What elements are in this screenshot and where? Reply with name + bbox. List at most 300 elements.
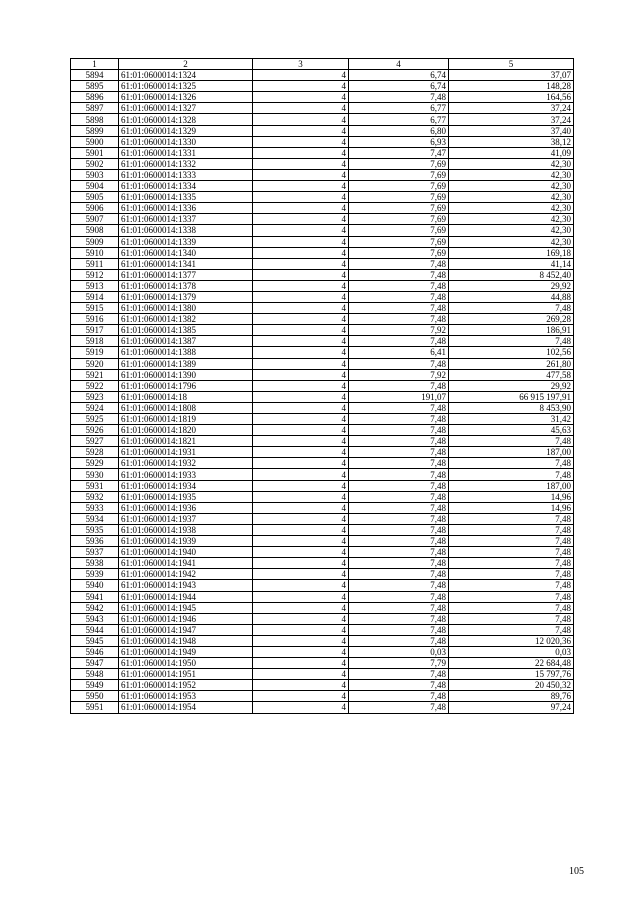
column-5-cell: 66 915 197,91 [449,391,574,402]
cadastral-number-cell: 61:01:0600014:1937 [119,513,253,524]
table-row [71,158,574,169]
row-number-cell: 5900 [71,136,119,147]
cadastral-number-cell: 61:01:0600014:1945 [119,602,253,613]
column-4-cell: 7,48 [349,524,449,535]
row-number-cell: 5931 [71,480,119,491]
cadastral-number-cell: 61:01:0600014:1339 [119,236,253,247]
column-5-cell: 20 450,32 [449,680,574,691]
cadastral-number-cell: 61:01:0600014:1943 [119,580,253,591]
column-3-cell: 4 [253,591,349,602]
column-4-cell: 7,48 [349,458,449,469]
column-3-cell: 4 [253,380,349,391]
column-3-cell: 4 [253,480,349,491]
cadastral-number-cell: 61:01:0600014:1808 [119,402,253,413]
table-row [71,702,574,713]
table-row [71,314,574,325]
column-4-cell: 7,48 [349,547,449,558]
table-row [71,624,574,635]
table-row [71,425,574,436]
cadastral-number-cell: 61:01:0600014:1341 [119,258,253,269]
column-3-cell: 4 [253,103,349,114]
column-3-cell: 4 [253,280,349,291]
table-row [71,491,574,502]
column-4-cell: 7,48 [349,92,449,103]
column-3-cell: 4 [253,147,349,158]
column-4-cell: 7,48 [349,591,449,602]
column-3-cell: 4 [253,303,349,314]
column-3-cell: 4 [253,347,349,358]
column-5-cell: 42,30 [449,236,574,247]
table-row [71,680,574,691]
table-row [71,524,574,535]
column-5-cell: 22 684,48 [449,658,574,669]
table-row [71,70,574,81]
column-4-cell: 7,48 [349,569,449,580]
cadastral-number-cell: 61:01:0600014:1331 [119,147,253,158]
table-row [71,513,574,524]
cadastral-number-cell: 61:01:0600014:1938 [119,524,253,535]
column-4-cell: 7,48 [349,425,449,436]
row-number-cell: 5909 [71,236,119,247]
column-4-cell: 7,48 [349,602,449,613]
table-row [71,502,574,513]
column-3-cell: 4 [253,125,349,136]
column-4-cell: 191,07 [349,391,449,402]
column-4-cell: 7,48 [349,414,449,425]
row-number-cell: 5949 [71,680,119,691]
cadastral-number-cell: 61:01:0600014:1337 [119,214,253,225]
column-3-cell: 4 [253,658,349,669]
column-5-cell: 7,48 [449,602,574,613]
column-3-cell: 4 [253,181,349,192]
table-row [71,358,574,369]
row-number-cell: 5929 [71,458,119,469]
column-5-cell: 42,30 [449,181,574,192]
column-5-cell: 42,30 [449,169,574,180]
column-4-cell: 7,48 [349,680,449,691]
column-3-cell: 4 [253,513,349,524]
table-row [71,114,574,125]
column-5-cell: 148,28 [449,81,574,92]
row-number-cell: 5942 [71,602,119,613]
table-row [71,569,574,580]
column-3-cell: 4 [253,158,349,169]
column-3-cell: 4 [253,680,349,691]
column-3-cell: 4 [253,547,349,558]
row-number-cell: 5948 [71,669,119,680]
cadastral-number-cell: 61:01:0600014:1952 [119,680,253,691]
row-number-cell: 5939 [71,569,119,580]
cadastral-number-cell: 61:01:0600014:1387 [119,336,253,347]
column-5-cell: 29,92 [449,280,574,291]
column-5-cell: 42,30 [449,225,574,236]
column-3-cell: 4 [253,192,349,203]
cadastral-number-cell: 61:01:0600014:1932 [119,458,253,469]
column-4-cell: 7,48 [349,624,449,635]
cadastral-number-cell: 61:01:0600014:1949 [119,646,253,657]
row-number-cell: 5937 [71,547,119,558]
cadastral-number-cell: 61:01:0600014:1946 [119,613,253,624]
table-row [71,691,574,702]
table-row [71,236,574,247]
column-3-cell: 4 [253,136,349,147]
column-5-cell: 8 453,90 [449,402,574,413]
column-5-cell: 7,48 [449,591,574,602]
row-number-cell: 5906 [71,203,119,214]
column-4-cell: 7,48 [349,669,449,680]
row-number-cell: 5897 [71,103,119,114]
page-number: 105 [569,866,584,877]
column-4-cell: 7,48 [349,358,449,369]
column-5-cell: 7,48 [449,513,574,524]
column-5-cell: 44,88 [449,291,574,302]
row-number-cell: 5908 [71,225,119,236]
column-5-cell: 187,00 [449,480,574,491]
row-number-cell: 5932 [71,491,119,502]
column-3-cell: 4 [253,325,349,336]
column-3-cell: 4 [253,291,349,302]
cadastral-number-cell: 61:01:0600014:1382 [119,314,253,325]
column-4-cell: 7,48 [349,447,449,458]
column-3-cell: 4 [253,458,349,469]
column-3-cell: 4 [253,314,349,325]
column-5-cell: 42,30 [449,192,574,203]
column-4-cell: 7,48 [349,613,449,624]
table-row [71,136,574,147]
table-row [71,613,574,624]
row-number-cell: 5930 [71,469,119,480]
column-3-cell: 4 [253,169,349,180]
table-row [71,225,574,236]
column-3-cell: 4 [253,502,349,513]
table-row [71,169,574,180]
column-3-cell: 4 [253,414,349,425]
header-row [71,59,574,70]
column-header-5: 5 [449,59,574,70]
table-row [71,181,574,192]
row-number-cell: 5922 [71,380,119,391]
column-5-cell: 37,07 [449,70,574,81]
column-4-cell: 7,48 [349,269,449,280]
column-3-cell: 4 [253,358,349,369]
row-number-cell: 5896 [71,92,119,103]
row-number-cell: 5894 [71,70,119,81]
column-header-1: 1 [71,59,119,70]
cadastral-number-cell: 61:01:0600014:1385 [119,325,253,336]
column-3-cell: 4 [253,81,349,92]
column-4-cell: 7,48 [349,303,449,314]
cadastral-number-cell: 61:01:0600014:1336 [119,203,253,214]
column-5-cell: 37,24 [449,103,574,114]
column-3-cell: 4 [253,491,349,502]
cadastral-number-cell: 61:01:0600014:1941 [119,558,253,569]
column-5-cell: 7,48 [449,613,574,624]
table-row [71,369,574,380]
column-5-cell: 7,48 [449,558,574,569]
row-number-cell: 5910 [71,247,119,258]
table-row [71,147,574,158]
table-row [71,635,574,646]
column-4-cell: 6,74 [349,70,449,81]
column-3-cell: 4 [253,635,349,646]
column-3-cell: 4 [253,602,349,613]
cadastral-number-cell: 61:01:0600014:1340 [119,247,253,258]
column-3-cell: 4 [253,646,349,657]
row-number-cell: 5925 [71,414,119,425]
column-4-cell: 7,48 [349,536,449,547]
cadastral-number-cell: 61:01:0600014:1931 [119,447,253,458]
column-3-cell: 4 [253,702,349,713]
table-row [71,480,574,491]
column-4-cell: 7,48 [349,502,449,513]
column-5-cell: 7,48 [449,580,574,591]
column-5-cell: 7,48 [449,303,574,314]
column-4-cell: 7,48 [349,469,449,480]
column-5-cell: 7,48 [449,436,574,447]
column-4-cell: 6,77 [349,114,449,125]
table-row [71,414,574,425]
column-4-cell: 7,48 [349,280,449,291]
column-3-cell: 4 [253,524,349,535]
row-number-cell: 5905 [71,192,119,203]
cadastral-number-cell: 61:01:0600014:1326 [119,92,253,103]
row-number-cell: 5940 [71,580,119,591]
table-row [71,602,574,613]
column-5-cell: 12 020,36 [449,635,574,646]
table-row [71,280,574,291]
column-5-cell: 89,76 [449,691,574,702]
cadastral-number-cell: 61:01:0600014:1388 [119,347,253,358]
column-5-cell: 14,96 [449,502,574,513]
column-5-cell: 45,63 [449,425,574,436]
column-3-cell: 4 [253,580,349,591]
cadastral-number-cell: 61:01:0600014:1330 [119,136,253,147]
column-3-cell: 4 [253,436,349,447]
column-4-cell: 7,79 [349,658,449,669]
cadastral-number-cell: 61:01:0600014:1942 [119,569,253,580]
cadastral-number-cell: 61:01:0600014:1819 [119,414,253,425]
column-3-cell: 4 [253,613,349,624]
cadastral-number-cell: 61:01:0600014:1378 [119,280,253,291]
column-5-cell: 7,48 [449,458,574,469]
cadastral-number-cell: 61:01:0600014:1329 [119,125,253,136]
column-4-cell: 0,03 [349,646,449,657]
column-5-cell: 41,09 [449,147,574,158]
table-row [71,458,574,469]
column-4-cell: 6,41 [349,347,449,358]
column-4-cell: 7,48 [349,702,449,713]
column-3-cell: 4 [253,269,349,280]
column-5-cell: 187,00 [449,447,574,458]
column-3-cell: 4 [253,425,349,436]
column-4-cell: 7,69 [349,181,449,192]
table-row [71,203,574,214]
cadastral-number-cell: 61:01:0600014:1821 [119,436,253,447]
column-3-cell: 4 [253,236,349,247]
column-4-cell: 7,48 [349,480,449,491]
table-row [71,92,574,103]
row-number-cell: 5915 [71,303,119,314]
column-3-cell: 4 [253,402,349,413]
column-5-cell: 269,28 [449,314,574,325]
cadastral-number-cell: 61:01:0600014:1936 [119,502,253,513]
row-number-cell: 5918 [71,336,119,347]
row-number-cell: 5945 [71,635,119,646]
column-4-cell: 7,48 [349,258,449,269]
column-5-cell: 15 797,76 [449,669,574,680]
row-number-cell: 5902 [71,158,119,169]
column-5-cell: 7,48 [449,524,574,535]
table-row [71,436,574,447]
column-5-cell: 41,14 [449,258,574,269]
row-number-cell: 5935 [71,524,119,535]
row-number-cell: 5943 [71,613,119,624]
table-row [71,103,574,114]
column-5-cell: 261,80 [449,358,574,369]
row-number-cell: 5911 [71,258,119,269]
column-5-cell: 7,48 [449,536,574,547]
row-number-cell: 5921 [71,369,119,380]
table-row [71,402,574,413]
cadastral-number-cell: 61:01:0600014:1933 [119,469,253,480]
column-5-cell: 169,18 [449,247,574,258]
column-4-cell: 7,69 [349,158,449,169]
column-5-cell: 37,40 [449,125,574,136]
cadastral-number-cell: 61:01:0600014:1934 [119,480,253,491]
column-5-cell: 7,48 [449,547,574,558]
column-5-cell: 0,03 [449,646,574,657]
row-number-cell: 5919 [71,347,119,358]
cadastral-number-cell: 61:01:0600014:1951 [119,669,253,680]
cadastral-number-cell: 61:01:0600014:18 [119,391,253,402]
column-5-cell: 7,48 [449,469,574,480]
column-4-cell: 7,69 [349,225,449,236]
table-row [71,580,574,591]
column-4-cell: 7,48 [349,336,449,347]
cadastral-number-cell: 61:01:0600014:1953 [119,691,253,702]
data-table [70,58,574,714]
table-body [71,70,574,713]
table-row [71,347,574,358]
column-4-cell: 7,69 [349,236,449,247]
column-4-cell: 7,92 [349,369,449,380]
cadastral-number-cell: 61:01:0600014:1324 [119,70,253,81]
column-5-cell: 14,96 [449,491,574,502]
cadastral-number-cell: 61:01:0600014:1377 [119,269,253,280]
row-number-cell: 5917 [71,325,119,336]
cadastral-number-cell: 61:01:0600014:1328 [119,114,253,125]
cadastral-number-cell: 61:01:0600014:1947 [119,624,253,635]
column-3-cell: 4 [253,624,349,635]
table-row [71,291,574,302]
cadastral-number-cell: 61:01:0600014:1334 [119,181,253,192]
table-row [71,247,574,258]
row-number-cell: 5947 [71,658,119,669]
row-number-cell: 5923 [71,391,119,402]
cadastral-number-cell: 61:01:0600014:1333 [119,169,253,180]
table-row [71,81,574,92]
column-3-cell: 4 [253,558,349,569]
table-row [71,447,574,458]
column-4-cell: 7,69 [349,247,449,258]
column-3-cell: 4 [253,70,349,81]
column-4-cell: 7,48 [349,436,449,447]
table-row [71,258,574,269]
cadastral-number-cell: 61:01:0600014:1325 [119,81,253,92]
table-row [71,325,574,336]
row-number-cell: 5913 [71,280,119,291]
column-4-cell: 7,69 [349,203,449,214]
column-4-cell: 7,69 [349,192,449,203]
row-number-cell: 5899 [71,125,119,136]
column-5-cell: 42,30 [449,214,574,225]
row-number-cell: 5914 [71,291,119,302]
row-number-cell: 5927 [71,436,119,447]
column-5-cell: 7,48 [449,624,574,635]
cadastral-number-cell: 61:01:0600014:1332 [119,158,253,169]
column-3-cell: 4 [253,369,349,380]
row-number-cell: 5933 [71,502,119,513]
column-4-cell: 6,93 [349,136,449,147]
row-number-cell: 5926 [71,425,119,436]
column-3-cell: 4 [253,114,349,125]
column-5-cell: 97,24 [449,702,574,713]
cadastral-number-cell: 61:01:0600014:1944 [119,591,253,602]
row-number-cell: 5936 [71,536,119,547]
cadastral-number-cell: 61:01:0600014:1380 [119,303,253,314]
cadastral-number-cell: 61:01:0600014:1950 [119,658,253,669]
cadastral-number-cell: 61:01:0600014:1940 [119,547,253,558]
cadastral-number-cell: 61:01:0600014:1954 [119,702,253,713]
column-5-cell: 31,42 [449,414,574,425]
column-5-cell: 477,58 [449,369,574,380]
row-number-cell: 5898 [71,114,119,125]
column-5-cell: 8 452,40 [449,269,574,280]
column-4-cell: 7,48 [349,513,449,524]
row-number-cell: 5946 [71,646,119,657]
row-number-cell: 5916 [71,314,119,325]
column-4-cell: 7,48 [349,402,449,413]
column-3-cell: 4 [253,469,349,480]
column-header-2: 2 [119,59,253,70]
column-4-cell: 7,48 [349,491,449,502]
column-4-cell: 6,80 [349,125,449,136]
row-number-cell: 5924 [71,402,119,413]
column-header-4: 4 [349,59,449,70]
column-5-cell: 37,24 [449,114,574,125]
row-number-cell: 5941 [71,591,119,602]
column-4-cell: 7,48 [349,580,449,591]
column-3-cell: 4 [253,669,349,680]
table-row [71,469,574,480]
row-number-cell: 5938 [71,558,119,569]
row-number-cell: 5928 [71,447,119,458]
row-number-cell: 5903 [71,169,119,180]
column-3-cell: 4 [253,214,349,225]
cadastral-number-cell: 61:01:0600014:1390 [119,369,253,380]
column-5-cell: 29,92 [449,380,574,391]
row-number-cell: 5901 [71,147,119,158]
table-row [71,591,574,602]
column-3-cell: 4 [253,225,349,236]
column-3-cell: 4 [253,92,349,103]
column-4-cell: 7,92 [349,325,449,336]
table-row [71,646,574,657]
column-header-3: 3 [253,59,349,70]
column-4-cell: 7,48 [349,691,449,702]
column-3-cell: 4 [253,391,349,402]
table-row [71,192,574,203]
